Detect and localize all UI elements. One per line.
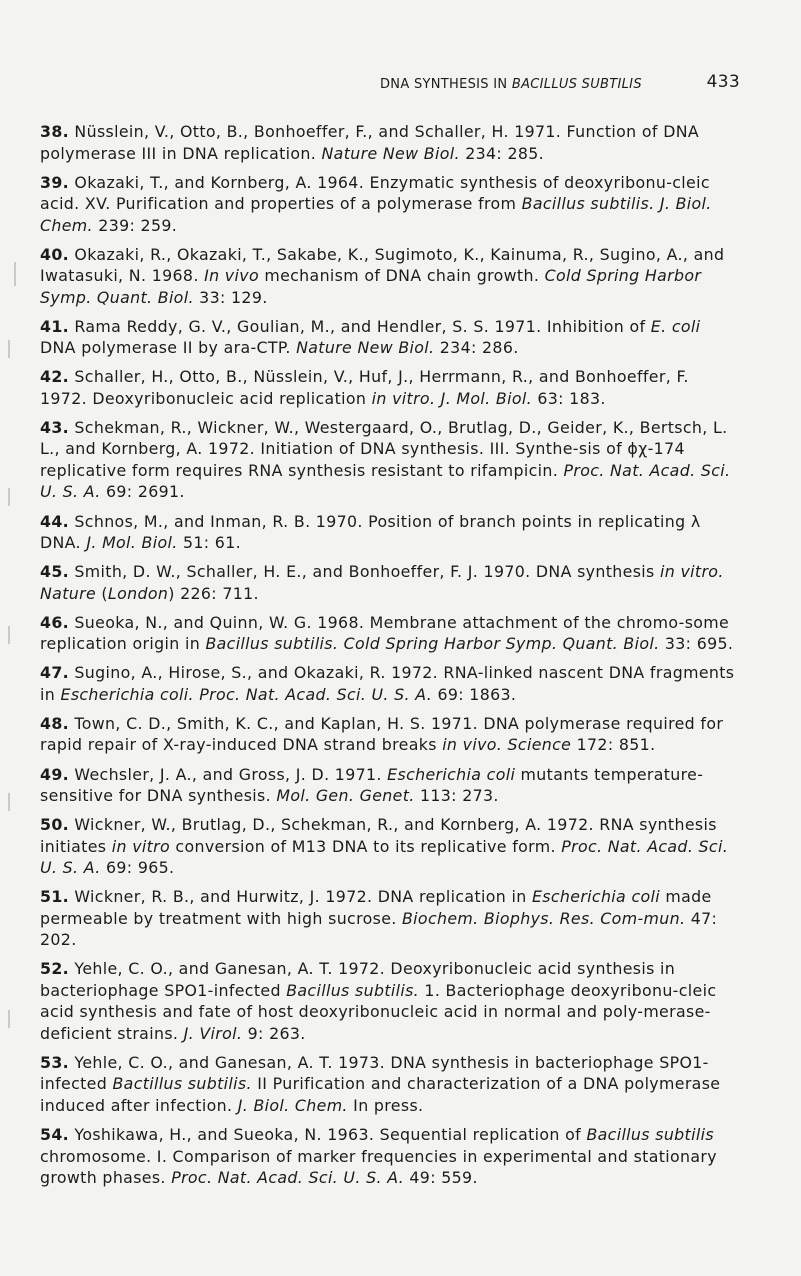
reference-text: Sueoka, N., and Quinn, W. G. 1968. Membrane attachment of the chromo-some replication origin in — [40, 612, 730, 654]
reference-entry — [40, 316, 738, 359]
reference-italic-text: Escherichia coli — [387, 764, 516, 784]
reference-number: 39. — [40, 172, 70, 192]
reference-text: Wickner, W., Brutlag, D., Schekman, R., and Kornberg, A. 1972. RNA synthesis initiates — [40, 815, 717, 856]
reference-text: Nüsslein, V., Otto, B., Bonhoeffer, F., and Schaller, H. 1971. Function of DNA polymerase III in DNA replication. — [40, 122, 700, 163]
reference-number: 38. — [40, 122, 70, 141]
reference-text: Schaller, H., Otto, B., Nüsslein, V., Huf, J., Herrmann, R., and Bonhoeffer, F. 1972. Deoxyribonucleic acid replication — [40, 367, 689, 408]
reference-italic-text: J. Biol. Chem. — [237, 1095, 348, 1115]
reference-text: Yehle, C. O., and Ganesan, A. T. 1972. Deoxyribonucleic acid synthesis in bacteriophage SPO1-infected — [40, 959, 676, 1000]
reference-number: 46. — [40, 612, 70, 632]
reference-italic-text: Bactillus subtilis. — [112, 1074, 252, 1094]
reference-text: Sugino, A., Hirose, S., and Okazaki, R. 1972. RNA-linked nascent DNA fragments in — [40, 663, 735, 704]
reference-italic-text: in vitro — [111, 836, 171, 856]
reference-entry — [40, 1124, 738, 1189]
reference-text: conversion of M13 DNA to its replicative form. — [170, 836, 562, 856]
reference-number: 44. — [40, 511, 70, 531]
running-title: DNA SYNTHESIS IN BACILLUS SUBTILIS — [380, 77, 642, 92]
reference-number: 48. — [40, 713, 70, 733]
reference-text: 69: 965. — [100, 858, 175, 878]
reference-number: 49. — [40, 764, 70, 784]
reference-number: 43. — [40, 417, 70, 437]
reference-text: Schnos, M., and Inman, R. B. 1970. Position of branch points in replicating λ DNA. — [40, 511, 701, 553]
reference-text: Yehle, C. O., and Ganesan, A. T. 1973. DNA synthesis in bacteriophage SPO1-infected — [40, 1052, 709, 1094]
reference-italic-text: Nature New Biol. — [296, 338, 435, 358]
reference-text: ( — [96, 583, 108, 603]
reference-text: 51: 61. — [177, 533, 241, 553]
reference-text: Yoshikawa, H., and Sueoka, N. 1963. Sequential replication of — [74, 1125, 587, 1144]
reference-entry — [40, 1052, 738, 1117]
reference-entry — [40, 244, 738, 309]
reference-text: 69: 1863. — [432, 684, 517, 704]
reference-entry — [40, 764, 738, 807]
reference-italic-text: Escherichia coli — [531, 887, 660, 907]
reference-entry — [40, 886, 738, 951]
reference-italic-text: J. Mol. Biol. — [86, 533, 178, 553]
reference-text: 1. Bacteriophage deoxyribonu-cleic acid synthesis and fate of host deoxyribonucleic acid in normal and poly-merase-deficient strains. — [40, 980, 717, 1043]
reference-text: Town, C. D., Smith, K. C., and Kaplan, H. S. 1971. DNA polymerase required for rapid repair of X-ray-induced DNA strand breaks — [40, 713, 724, 755]
reference-text: 172: 851. — [571, 735, 656, 755]
reference-entry — [40, 713, 738, 756]
reference-italic-text: in vivo. Science — [442, 735, 572, 755]
reference-text: 33: 129. — [193, 287, 268, 307]
reference-italic-text: Proc. Nat. Acad. Sci. U. S. A. — [171, 1168, 405, 1187]
reference-italic-text: Bacillus subtilis. J. Biol. Chem. — [40, 194, 712, 235]
reference-number: 42. — [40, 367, 70, 387]
reference-italic-text: in vitro. Nature — [40, 562, 724, 603]
reference-entry — [40, 814, 738, 879]
reference-number: 52. — [40, 959, 70, 979]
reference-text: 49: 559. — [404, 1168, 478, 1187]
reference-text: 234: 286. — [434, 338, 519, 358]
reference-text: 47: 202. — [40, 908, 718, 950]
scan-edge-mark — [8, 340, 10, 358]
reference-number: 50. — [40, 815, 70, 835]
reference-italic-text: Cold Spring Harbor Symp. Quant. Biol. — [40, 266, 702, 307]
reference-text: Okazaki, T., and Kornberg, A. 1964. Enzymatic synthesis of deoxyribonu-cleic acid. XV. Purification and properties of a polymerase from — [40, 172, 710, 214]
reference-entry — [40, 417, 738, 503]
scan-edge-mark — [14, 262, 16, 286]
reference-entry — [40, 662, 738, 705]
scan-edge-mark — [8, 793, 10, 811]
reference-italic-text: Bacillus subtilis. — [286, 980, 420, 1000]
reference-text: chromosome. I. Comparison of marker frequencies in experimental and stationary growth phases. — [40, 1146, 717, 1187]
reference-text: Schekman, R., Wickner, W., Westergaard, O., Brutlag, D., Geider, K., Bertsch, L. L., and Kornberg, A. 1972. Initiation of DNA synthesis. III. Synthe-sis of ϕχ-174 replicative form requires RNA synthesis resistant to rifampicin. — [40, 417, 728, 480]
scan-edge-mark — [8, 626, 10, 644]
reference-entry — [40, 121, 738, 164]
reference-italic-text: In vivo — [204, 266, 259, 286]
reference-italic-text: Escherichia coli. Proc. Nat. Acad. Sci. U. S. A. — [60, 684, 433, 704]
reference-entry — [40, 511, 738, 554]
reference-text: Rama Reddy, G. V., Goulian, M., and Hendler, S. S. 1971. Inhibition of — [74, 316, 651, 336]
running-header — [380, 72, 740, 96]
reference-number: 53. — [40, 1052, 70, 1072]
reference-text: made permeable by treatment with high sucrose. — [40, 887, 712, 928]
reference-text: 9: 263. — [242, 1023, 306, 1043]
reference-text: mutants temperature-sensitive for DNA synthesis. — [40, 764, 704, 806]
reference-number: 47. — [40, 663, 70, 683]
reference-entry — [40, 958, 738, 1044]
reference-text: In press. — [347, 1095, 424, 1115]
reference-italic-text: Proc. Nat. Acad. Sci. U. S. A. — [40, 836, 729, 878]
reference-entry — [40, 366, 738, 409]
reference-italic-text: Nature New Biol. — [321, 143, 460, 163]
reference-italic-text: Biochem. Biophys. Res. Com-mun. — [402, 908, 686, 928]
reference-entry — [40, 561, 738, 604]
reference-text: II Purification and characterization of a DNA polymerase induced after infection. — [40, 1074, 721, 1115]
reference-text: 63: 183. — [531, 388, 606, 408]
scan-edge-mark — [8, 488, 10, 506]
reference-italic-text: Mol. Gen. Genet. — [276, 786, 415, 806]
reference-text: mechanism of DNA chain growth. — [258, 266, 545, 286]
reference-number: 51. — [40, 887, 70, 907]
reference-list — [40, 121, 738, 1196]
reference-text: 113: 273. — [414, 786, 499, 806]
reference-number: 40. — [40, 244, 70, 264]
reference-number: 54. — [40, 1125, 70, 1144]
reference-entry — [40, 612, 738, 655]
scan-edge-mark — [8, 1010, 10, 1028]
reference-italic-text: Bacillus subtilis. Cold Spring Harbor Symp. Quant. Biol. — [205, 634, 660, 654]
page-number: 433 — [706, 72, 740, 92]
reference-italic-text: E. coli — [650, 316, 701, 336]
reference-text: 239: 259. — [92, 215, 178, 235]
reference-italic-text: in vitro. J. Mol. Biol. — [371, 388, 532, 408]
reference-number: 41. — [40, 316, 70, 336]
reference-text: DNA polymerase II by ara-CTP. — [40, 338, 297, 358]
reference-entry — [40, 172, 738, 237]
reference-italic-text: Bacillus subtilis — [586, 1125, 714, 1144]
reference-italic-text: J. Virol. — [183, 1023, 243, 1043]
reference-text: Okazaki, R., Okazaki, T., Sakabe, K., Sugimoto, K., Kainuma, R., Sugino, A., and Iwatasuki, N. 1968. — [40, 244, 725, 286]
reference-text: ) 226: 711. — [168, 583, 259, 603]
reference-italic-text: Proc. Nat. Acad. Sci. U. S. A. — [40, 460, 731, 502]
reference-number: 45. — [40, 562, 70, 582]
reference-text: 69: 2691. — [100, 482, 185, 502]
reference-text: 33: 695. — [659, 634, 734, 654]
reference-text: Smith, D. W., Schaller, H. E., and Bonhoeffer, F. J. 1970. DNA synthesis — [74, 562, 660, 582]
reference-text: Wechsler, J. A., and Gross, J. D. 1971. — [74, 764, 388, 784]
reference-italic-text: London — [107, 583, 169, 603]
reference-text: 234: 285. — [459, 143, 545, 163]
reference-text: Wickner, R. B., and Hurwitz, J. 1972. DNA replication in — [74, 887, 532, 907]
